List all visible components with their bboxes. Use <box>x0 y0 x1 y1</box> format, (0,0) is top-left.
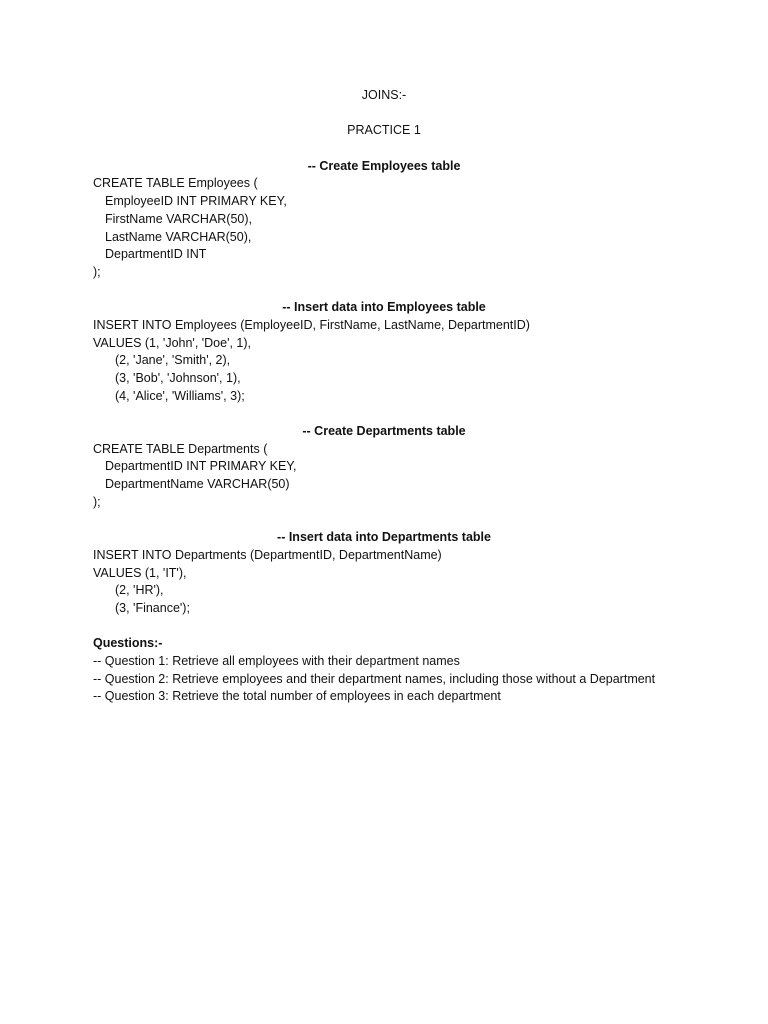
code-line: CREATE TABLE Employees ( <box>93 176 258 191</box>
code-line: DepartmentID INT PRIMARY KEY, <box>105 459 297 474</box>
code-line: EmployeeID INT PRIMARY KEY, <box>105 194 287 209</box>
code-line: DepartmentID INT <box>105 247 207 262</box>
section-heading-insert-employees: -- Insert data into Employees table <box>282 300 486 315</box>
code-line: (4, 'Alice', 'Williams', 3); <box>115 388 245 403</box>
spacer <box>93 618 675 636</box>
spacer <box>93 405 675 423</box>
code-line: ); <box>93 264 101 279</box>
section-heading-insert-departments: -- Insert data into Departments table <box>277 530 491 545</box>
question-2: -- Question 2: Retrieve employees and their department names, including those without a Department <box>93 671 656 686</box>
code-line: VALUES (1, 'IT'), <box>93 565 187 580</box>
code-line: LastName VARCHAR(50), <box>105 229 252 244</box>
question-3: -- Question 3: Retrieve the total number of employees in each department <box>93 689 501 704</box>
code-line: ); <box>93 494 101 509</box>
spacer <box>93 140 675 158</box>
code-line: VALUES (1, 'John', 'Doe', 1), <box>93 335 251 350</box>
code-line: (2, 'Jane', 'Smith', 2), <box>115 353 231 368</box>
code-line: INSERT INTO Departments (DepartmentID, DepartmentName) <box>93 547 442 562</box>
question-1: -- Question 1: Retrieve all employees with their department names <box>93 654 460 668</box>
code-line: CREATE TABLE Departments ( <box>93 441 268 456</box>
document-subtitle: PRACTICE 1 <box>347 123 421 138</box>
spacer <box>93 282 675 300</box>
spacer <box>93 105 675 123</box>
code-line: DepartmentName VARCHAR(50) <box>105 477 290 492</box>
section-heading-create-departments: -- Create Departments table <box>302 424 466 439</box>
code-line: (2, 'HR'), <box>115 583 164 598</box>
spacer <box>93 512 675 530</box>
section-heading-create-employees: -- Create Employees table <box>307 158 461 173</box>
code-line: INSERT INTO Employees (EmployeeID, FirstName, LastName, DepartmentID) <box>93 317 530 332</box>
code-line: (3, 'Bob', 'Johnson', 1), <box>115 371 241 385</box>
code-line: (3, 'Finance'); <box>115 600 190 615</box>
document-content <box>93 87 675 706</box>
document-title: JOINS:- <box>361 88 407 102</box>
code-line: FirstName VARCHAR(50), <box>105 211 253 226</box>
questions-heading: Questions:- <box>93 636 163 651</box>
